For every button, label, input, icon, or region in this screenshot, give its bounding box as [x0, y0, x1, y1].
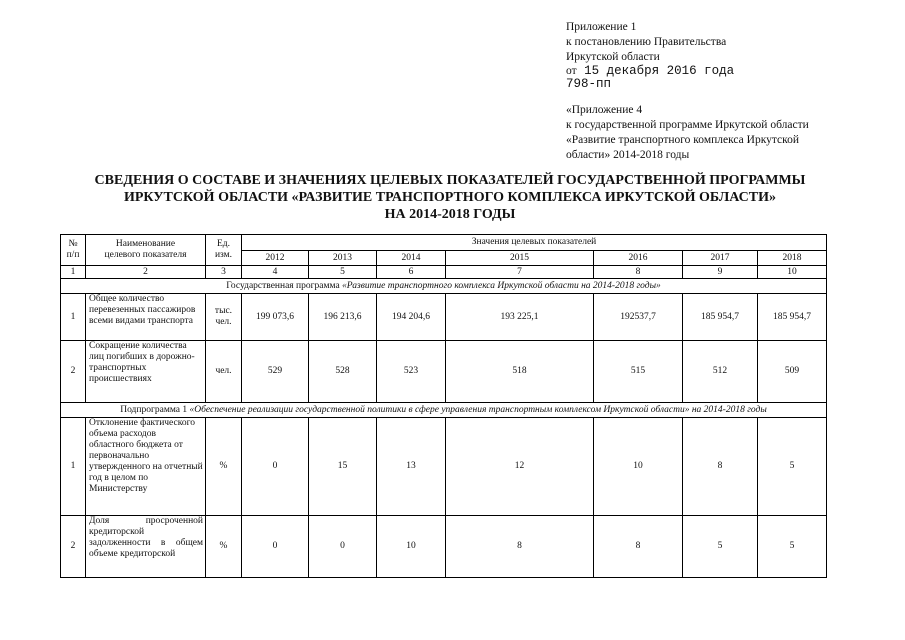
table-row — [61, 294, 827, 341]
col-number: 8 — [594, 266, 683, 279]
section-program: Государственная программа «Развитие транспортного комплекса Иркутской области на 2014-2018 годы» — [61, 279, 827, 294]
row-value: 8 — [446, 516, 594, 578]
row-value: 10 — [594, 418, 683, 516]
row-value: 192537,7 — [594, 294, 683, 341]
row-value: 0 — [242, 516, 309, 578]
row-value: 199 073,6 — [242, 294, 309, 341]
date-value: 15 декабря 2016 года — [584, 64, 735, 78]
row-name: Доля просроченной кредиторской задолженности в общем объеме кредиторской — [86, 516, 206, 578]
row-unit: чел. — [206, 341, 242, 403]
row-unit: % — [206, 516, 242, 578]
row-unit: тыс. чел. — [206, 294, 242, 341]
row-value: 518 — [446, 341, 594, 403]
row-num: 1 — [61, 294, 86, 341]
row-value: 523 — [377, 341, 446, 403]
row-value: 8 — [594, 516, 683, 578]
title-line: НА 2014-2018 ГОДЫ — [384, 207, 516, 222]
header-year: 2014 — [377, 251, 446, 266]
row-value: 194 204,6 — [377, 294, 446, 341]
header-year: 2015 — [446, 251, 594, 266]
header-year: 2012 — [242, 251, 309, 266]
row-num: 2 — [61, 341, 86, 403]
row-num: 2 — [61, 516, 86, 578]
title-line: СВЕДЕНИЯ О СОСТАВЕ И ЗНАЧЕНИЯХ ЦЕЛЕВЫХ ПОКАЗАТЕЛЕЙ ГОСУДАРСТВЕННОЙ ПРОГРАММЫ — [94, 173, 806, 188]
appendix-block — [566, 20, 809, 163]
header-name: Наименование целевого показателя — [86, 235, 206, 266]
row-value: 193 225,1 — [446, 294, 594, 341]
section-subprogram: Подпрограмма 1 «Обеспечение реализации государственной политики в сфере управления транспортным комплексом Иркутской области» на 2014-2018 годы — [61, 403, 827, 418]
appendix-line: «Развитие транспортного комплекса Иркутской — [566, 134, 800, 146]
col-number: 4 — [242, 266, 309, 279]
indicators-table — [60, 234, 827, 578]
row-value: 13 — [377, 418, 446, 516]
appendix-line: Приложение 1 — [566, 21, 637, 33]
row-value: 512 — [683, 341, 758, 403]
row-value: 15 — [309, 418, 377, 516]
decree-number: 798-пп — [566, 77, 612, 91]
table-row — [61, 418, 827, 516]
col-number: 10 — [758, 266, 827, 279]
header-num: № п/п — [61, 235, 86, 266]
table-row — [61, 341, 827, 403]
date-prefix: от — [566, 65, 577, 77]
appendix-line: области» 2014-2018 годы — [566, 149, 690, 161]
row-value: 5 — [758, 418, 827, 516]
header-year: 2016 — [594, 251, 683, 266]
col-number: 7 — [446, 266, 594, 279]
col-number: 5 — [309, 266, 377, 279]
document-title — [40, 172, 860, 223]
col-number: 2 — [86, 266, 206, 279]
row-value: 8 — [683, 418, 758, 516]
row-value: 5 — [758, 516, 827, 578]
row-value: 10 — [377, 516, 446, 578]
row-value: 528 — [309, 341, 377, 403]
header-year: 2013 — [309, 251, 377, 266]
header-values-group: Значения целевых показателей — [242, 235, 827, 251]
col-number: 1 — [61, 266, 86, 279]
row-value: 5 — [683, 516, 758, 578]
appendix-line: «Приложение 4 — [566, 104, 643, 116]
appendix-line: Иркутской области — [566, 51, 660, 63]
col-number: 3 — [206, 266, 242, 279]
row-value: 515 — [594, 341, 683, 403]
header-year: 2018 — [758, 251, 827, 266]
row-value: 529 — [242, 341, 309, 403]
title-line: ИРКУТСКОЙ ОБЛАСТИ «РАЗВИТИЕ ТРАНСПОРТНОГО КОМПЛЕКСА ИРКУТСКОЙ ОБЛАСТИ» — [123, 190, 777, 205]
row-name: Сокращение количества лиц погибших в дорожно-транспортных происшествиях — [86, 341, 206, 403]
row-value: 509 — [758, 341, 827, 403]
appendix-line: к постановлению Правительства — [566, 36, 727, 48]
header-year: 2017 — [683, 251, 758, 266]
row-unit: % — [206, 418, 242, 516]
row-value: 0 — [309, 516, 377, 578]
row-value: 185 954,7 — [758, 294, 827, 341]
appendix-line: к государственной программе Иркутской области — [566, 119, 809, 131]
col-number: 6 — [377, 266, 446, 279]
row-value: 12 — [446, 418, 594, 516]
header-unit: Ед. изм. — [206, 235, 242, 266]
table-row — [61, 516, 827, 578]
col-number: 9 — [683, 266, 758, 279]
row-value: 185 954,7 — [683, 294, 758, 341]
row-value: 196 213,6 — [309, 294, 377, 341]
row-num: 1 — [61, 418, 86, 516]
row-name: Общее количество перевезенных пассажиров всеми видами транспорта — [86, 294, 206, 341]
row-value: 0 — [242, 418, 309, 516]
row-name: Отклонение фактического объема расходов областного бюджета от первоначально утвержденного на отчетный год в целом по Министерству — [86, 418, 206, 516]
